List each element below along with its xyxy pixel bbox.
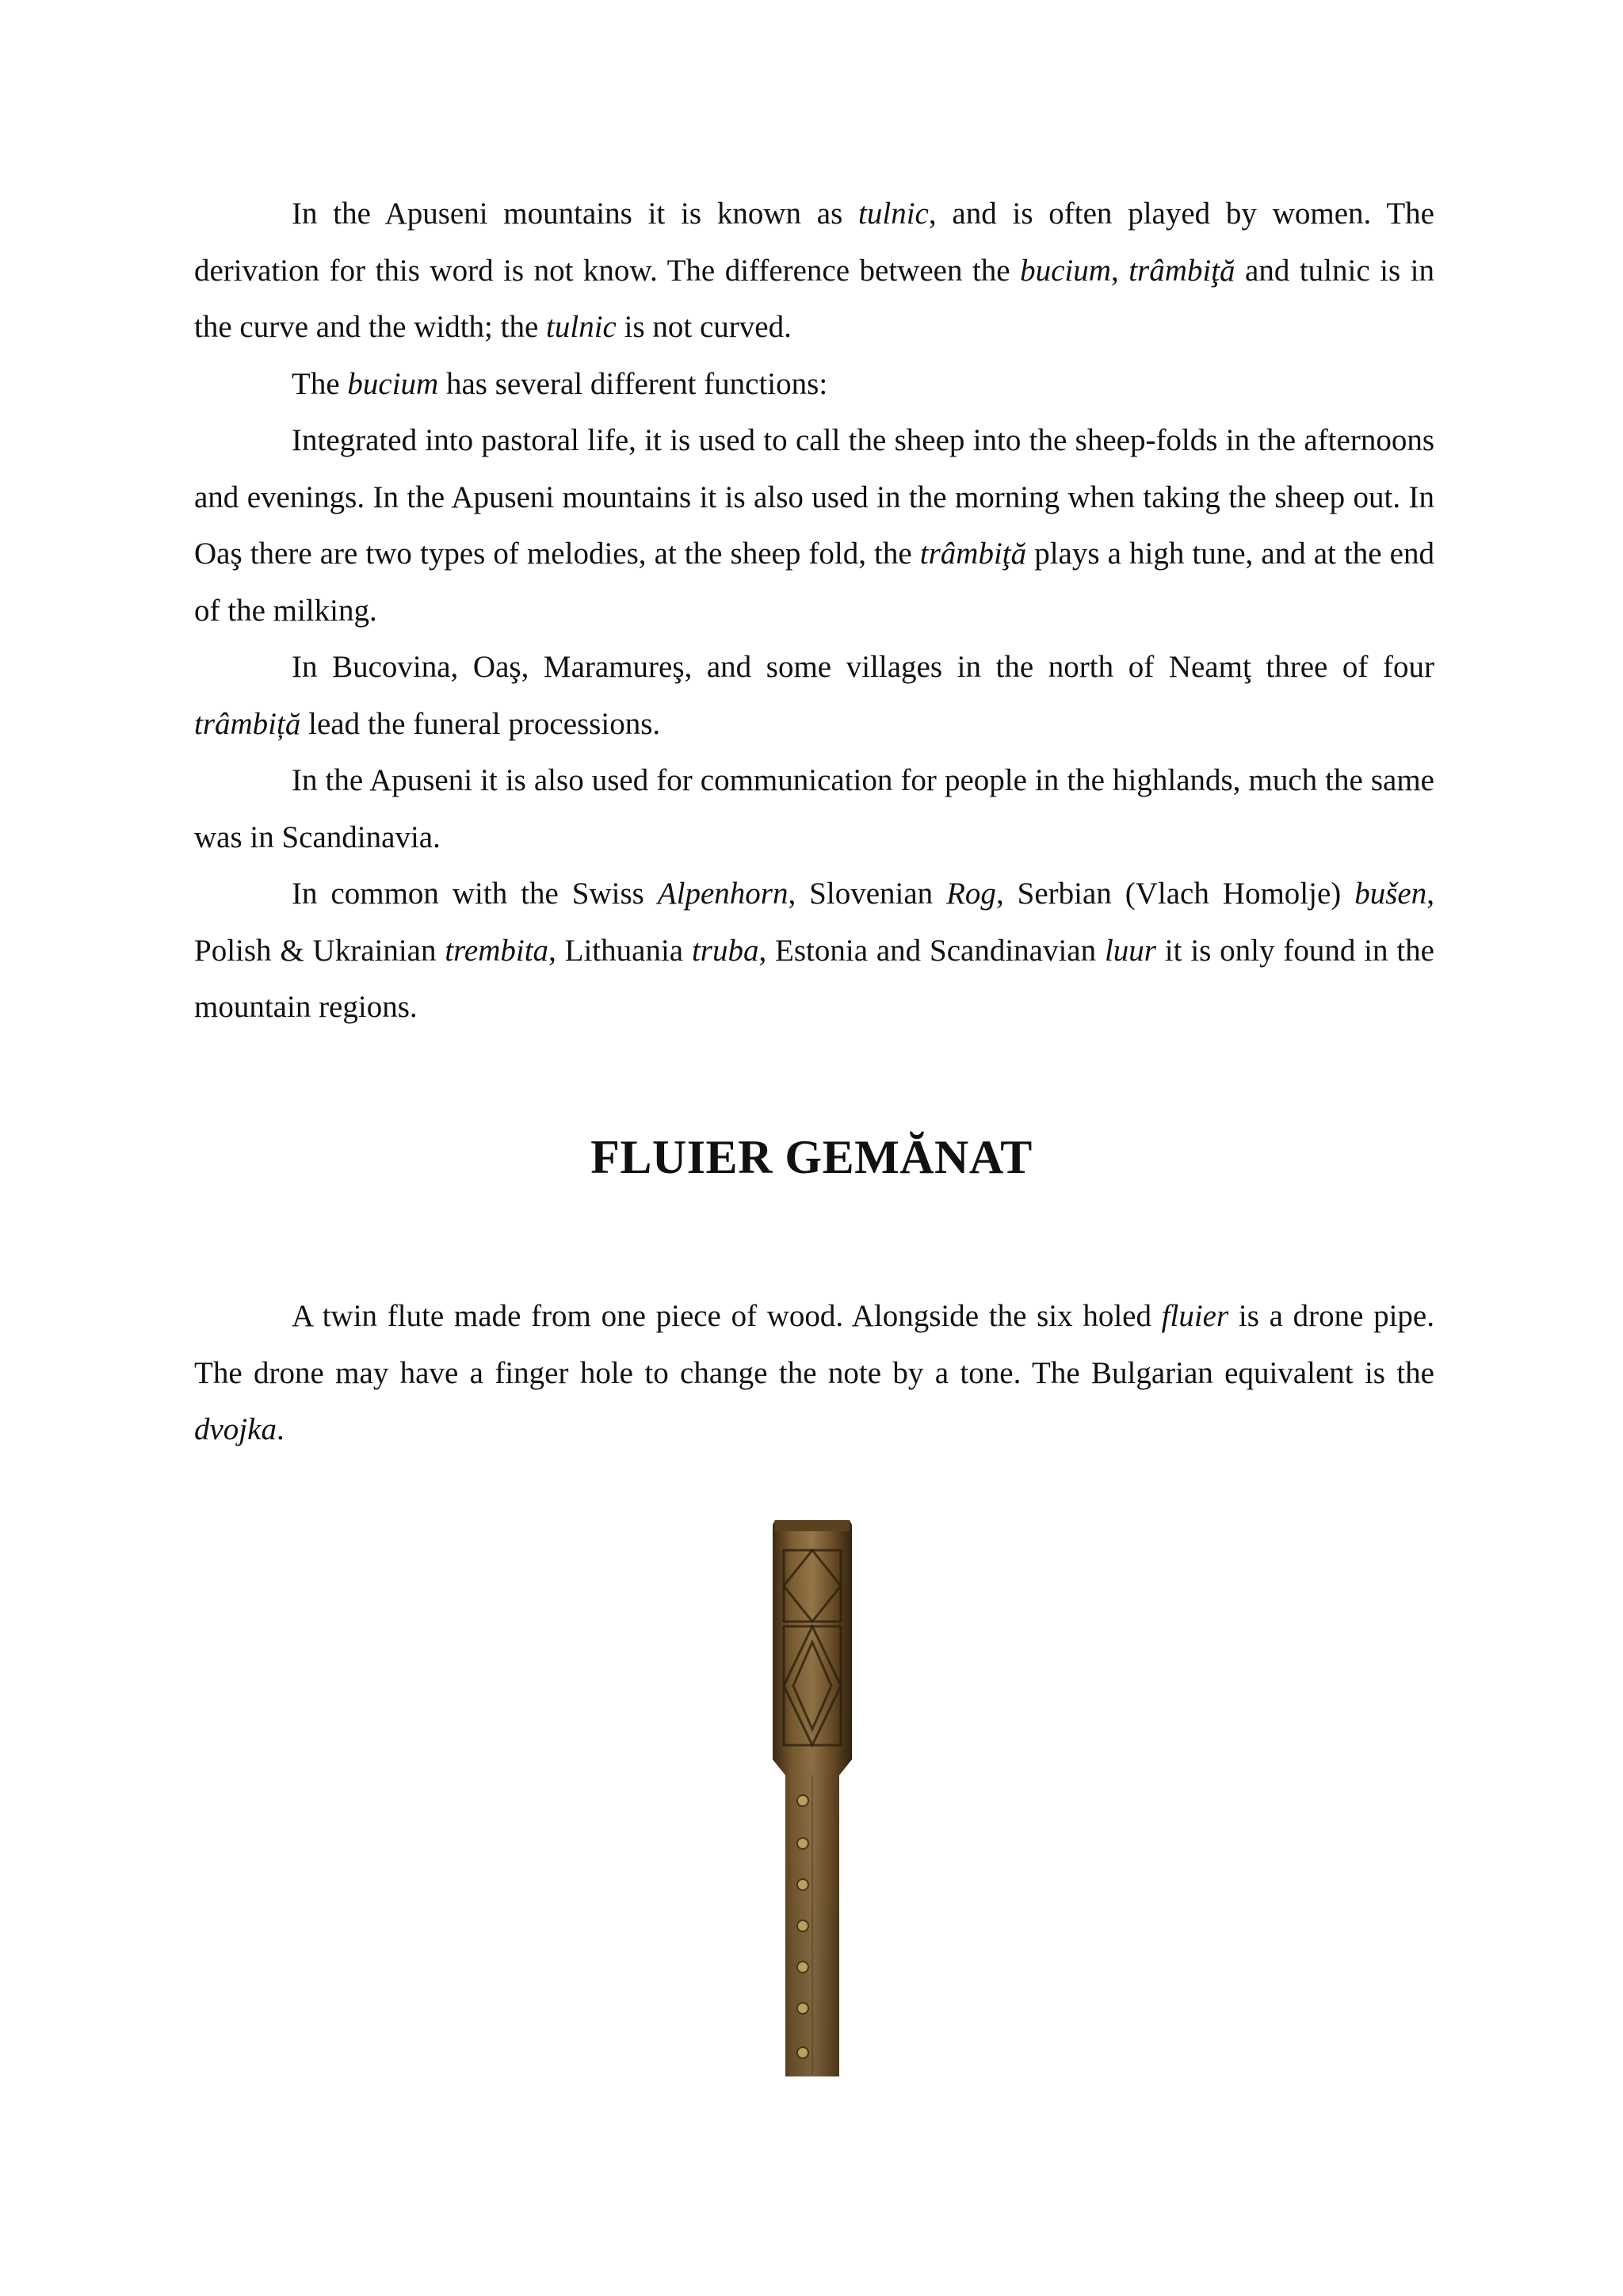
paragraph-communication: In the Apuseni it is also used for communication for people in the highlands, much the same was in Scandinavia. [194,763,1434,854]
text-section-bucium [194,185,1434,1036]
text-section-fluier [194,1288,1434,1458]
paragraph-mountain-regions: In common with the Swiss Alpenhorn, Slovenian Rog, Serbian (Vlach Homolje) bušen, Polish & Ukrainian trembita, Lithuania truba, Estonia and Scandinavian luur it is only found in the mountain regions. [194,877,1434,1024]
paragraph-functions: The bucium has several different functions: [292,366,828,401]
paragraph-funeral: In Bucovina, Oaş, Maramureş, and some villages in the north of Neamţ three of four trâmbiță lead the funeral processions. [194,650,1434,741]
fluier-gemanat-photo [741,1506,892,2092]
paragraph-twin-flute: A twin flute made from one piece of wood. Alongside the six holed fluier is a drone pipe. The drone may have a finger hole to change the note by a tone. The Bulgarian equivalent is the dvojka. [194,1299,1434,1446]
section-heading: FLUIER GEMĂNAT [590,1131,1033,1183]
paragraph-pastoral: Integrated into pastoral life, it is used to call the sheep into the sheep-folds in the afternoons and evenings. In the Apuseni mountains it is also used in the morning when taking the sheep out. In Oaş there are two types of melodies, at the sheep fold, the trâmbiţă plays a high tune, and at the end of the milking. [194,423,1434,628]
paragraph-tulnic: In the Apuseni mountains it is known as tulnic, and is often played by women. The derivation for this word is not know. The difference between the bucium, trâmbiţă and tulnic is in the curve and the width; the tulnic is not curved. [194,197,1435,344]
